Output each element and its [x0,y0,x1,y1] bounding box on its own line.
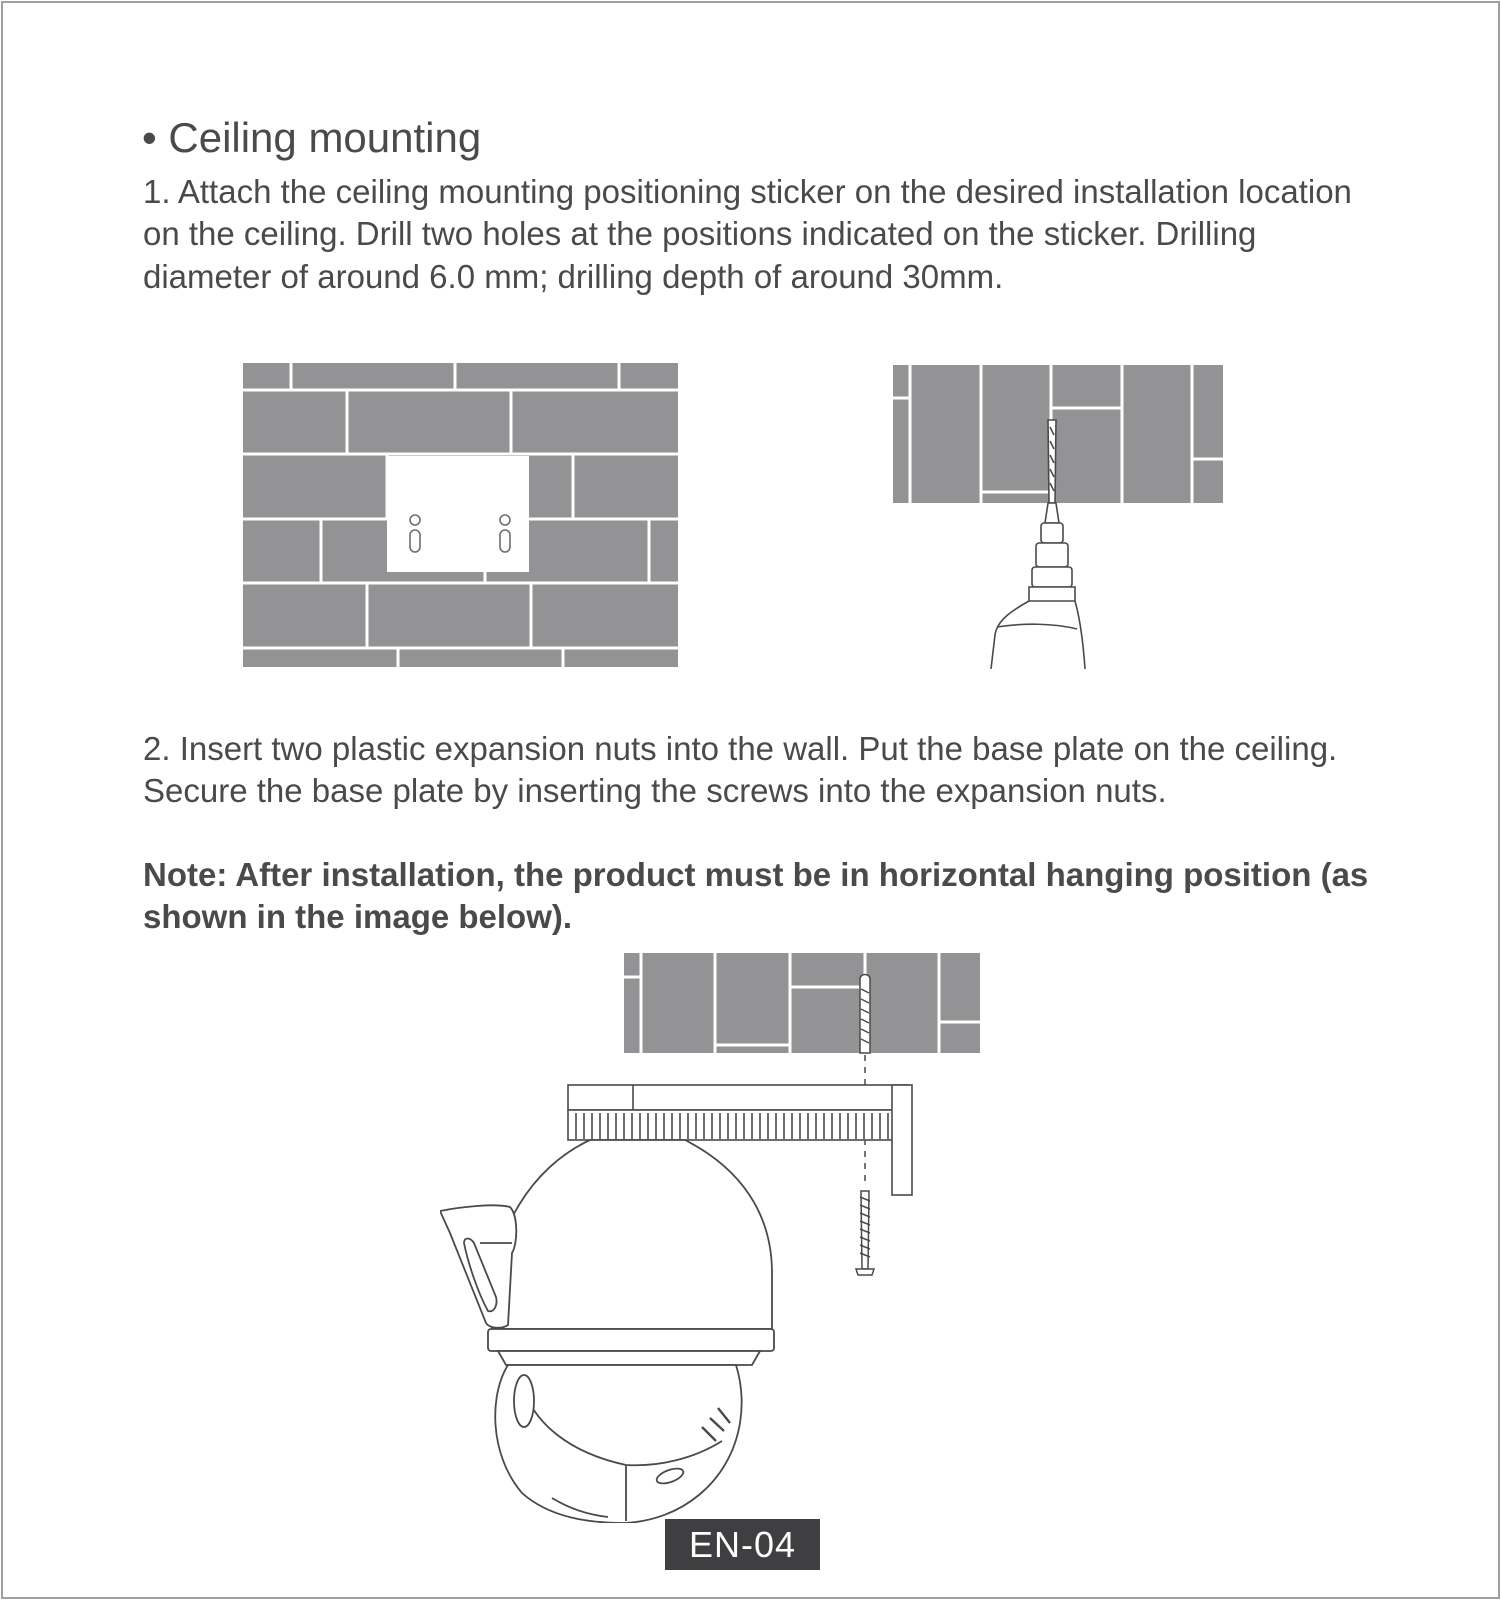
page-number-badge: EN-04 [665,1519,820,1570]
section-heading: • Ceiling mounting [142,114,482,161]
camera-mounting-illustration [440,953,1000,1523]
note-text: Note: After installation, the product must be in horizontal hanging position (as shown in the image below). [143,856,1369,936]
wall-sticker-illustration [243,363,678,667]
step-2-text: 2. Insert two plastic expansion nuts into the wall. Put the base plate on the ceiling. Secure the base plate by inserting the screws into the expansion nuts. [143,730,1338,810]
drill-illustration [893,365,1223,669]
step-1-text: 1. Attach the ceiling mounting positioning sticker on the desired installation location on the ceiling. Drill two holes at the positions indicated on the sticker. Drilling diameter of around 6.0 mm; drilling depth of around 30mm. [143,173,1352,295]
